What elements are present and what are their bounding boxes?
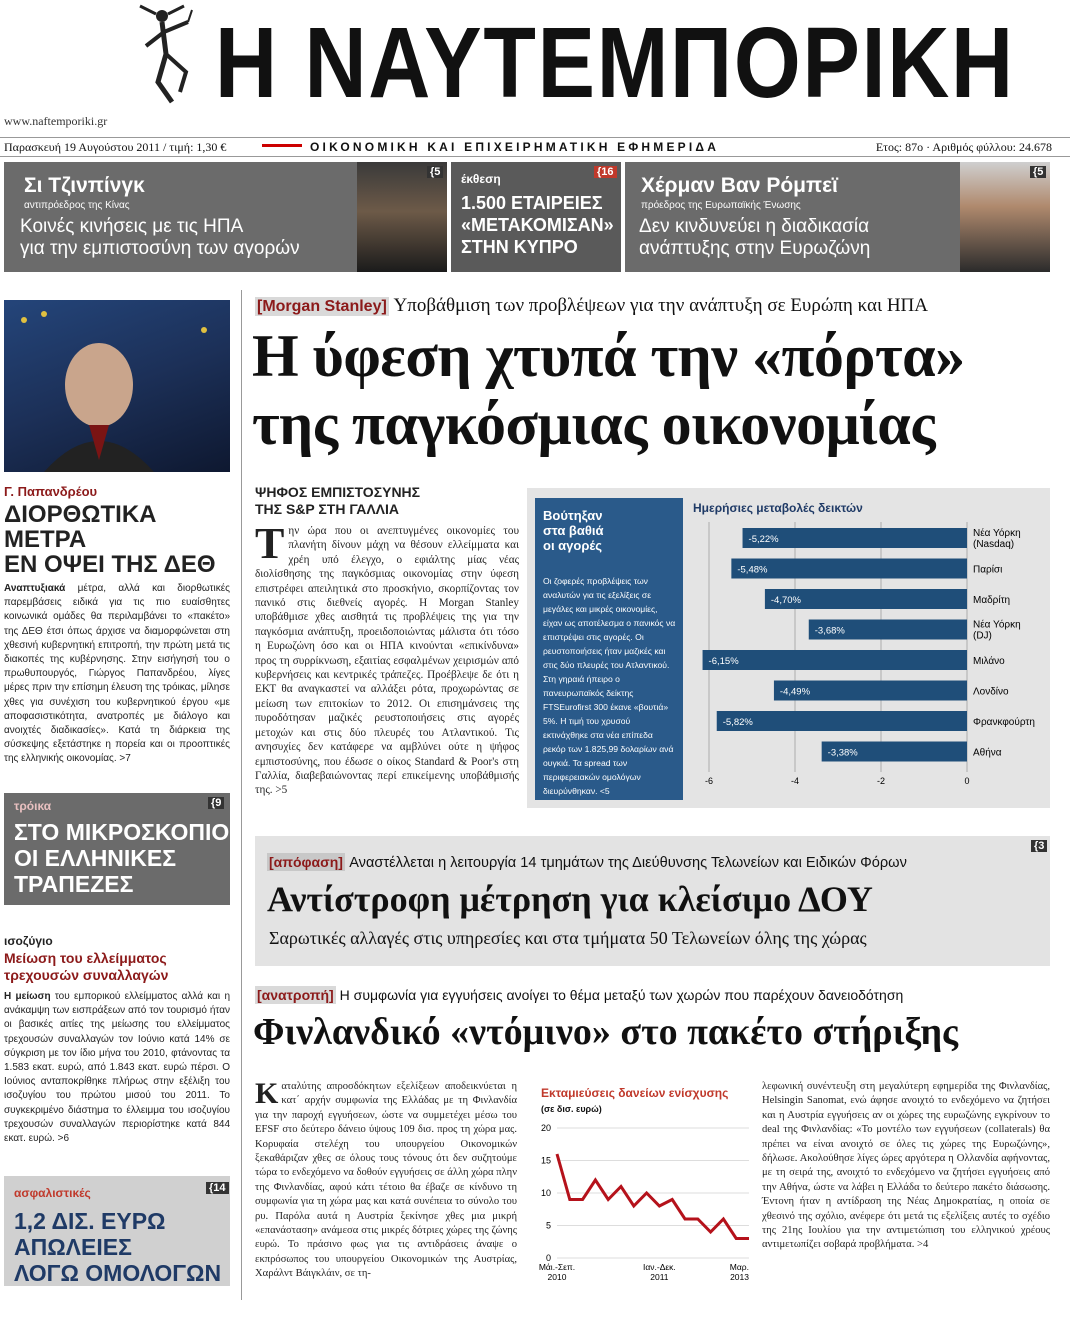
page-badge: {16 xyxy=(594,166,617,178)
bar xyxy=(703,650,967,670)
deck-text: Αναστέλλεται η λειτουργία 14 τμημάτων της Διεύθυνσης Τελωνείων και Ειδικών Φόρων xyxy=(349,855,907,871)
box-headline xyxy=(14,819,229,897)
hermes-logo-icon xyxy=(128,2,208,110)
series-line xyxy=(557,1154,749,1239)
x-tick-label: 2010 xyxy=(547,1272,567,1282)
line-chart xyxy=(527,1120,757,1290)
teaser-kicker: έκθεση xyxy=(461,172,501,186)
subhead-line: ΤΗΣ S&P ΣΤΗ ΓΑΛΛΙΑ xyxy=(255,501,400,517)
headline-line: Μείωση του ελλείμματος xyxy=(4,950,167,966)
page-badge: {9 xyxy=(208,797,224,809)
x-tick-label: 0 xyxy=(964,776,970,786)
balance-body xyxy=(4,990,230,1146)
category-label: Μιλάνο xyxy=(973,656,1005,667)
dou-deck xyxy=(267,852,907,872)
xi-photo xyxy=(357,162,447,272)
bar xyxy=(717,711,967,731)
left-story-headline xyxy=(4,502,216,577)
teaser-role: αντιπρόεδρος της Κίνας xyxy=(24,200,130,211)
headline-line: ΛΟΓΩ ΟΜΟΛΟΓΩΝ xyxy=(14,1260,222,1286)
teaser-line: ανάπτυξης στην Ευρωζώνη xyxy=(639,238,871,259)
bar-value-label: -5,48% xyxy=(737,564,768,576)
category-label: Φρανκφούρτη xyxy=(973,717,1035,728)
red-accent xyxy=(262,144,302,147)
finland-col1 xyxy=(255,1077,517,1282)
insurance-box[interactable] xyxy=(4,1176,230,1286)
subhead-line: ΨΗΦΟΣ ΕΜΠΙΣΤΟΣΥΝΗΣ xyxy=(255,484,421,500)
headline-line: ΜΕΤΡΑ xyxy=(4,526,87,553)
category-label: Νέα Υόρκη xyxy=(973,528,1021,539)
sidebar-title xyxy=(543,508,604,553)
info-bar xyxy=(0,137,1070,157)
body-text: του εμπορικού ελλείμματος αλλά και η ανάκαμψη των εισπράξεων από τον τουρισμό ήταν οι βασικές αιτίες της μείωσης του ελλείμματος τρεχουσών συναλλαγών τον Ιούνιο κατά 14% σε σύγκριση με τον ίδιο μήνα του 2010, φτάνοντας τα 1.583 εκατ. ευρώ, από 1.843 εκατ. ευρώ πέρσι. Ο Ιούνιος ανταποκρίθηκε πλήρως στην εξέλιξη του ισοζυγίου του πρώτου μισού του 2011. Το συγκεκριμένο διάστημα το έλλειμμα του ισοζυγίου τρεχουσών συναλλαγών περιορίστηκε κατά 844 εκατ. ευρώ. >6 xyxy=(4,991,230,1145)
y-tick-label: 15 xyxy=(540,1155,551,1166)
category-label: (DJ) xyxy=(973,630,992,642)
bar-value-label: -6,15% xyxy=(708,656,739,667)
loans-chart-box xyxy=(527,1080,757,1290)
markets-chart-box xyxy=(527,488,1050,808)
line-chart-title: Εκταμιεύσεις δανείων ενίσχυσης xyxy=(541,1086,729,1100)
finland-kicker: [ανατροπή] xyxy=(257,987,334,1003)
teaser-line: 1.500 ΕΤΑΙΡΕΙΕΣ xyxy=(461,193,603,213)
category-label: (Nasdaq) xyxy=(973,539,1015,550)
dou-kicker: [απόφαση] xyxy=(269,854,343,870)
main-deck xyxy=(255,295,928,317)
headline-line: 1,2 ΔΙΣ. ΕΥΡΩ xyxy=(14,1208,166,1234)
dropcap: Τ xyxy=(255,519,285,568)
deck-text: Υποβάθμιση των προβλέψεων για την ανάπτυξη σε Ευρώπη και ΗΠΑ xyxy=(393,295,928,316)
issue-number: Ετος: 87ο · Αριθμός φύλλου: 24.678 xyxy=(875,140,1052,154)
headline-line: της παγκόσμιας οικονομίας xyxy=(252,391,936,457)
headline-line: ΟΙ ΕΛΛΗΝΙΚΕΣ xyxy=(14,845,177,871)
newspaper-title: Η ΝΑΥΤΕΜΠΟΡΙΚΗ xyxy=(215,7,1015,119)
troika-box[interactable] xyxy=(4,793,230,905)
bar-value-label: -5,22% xyxy=(748,534,779,545)
main-kicker: [Morgan Stanley] xyxy=(257,298,387,315)
page-badge: {14 xyxy=(206,1182,229,1194)
headline-line: ΕΝ ΟΨΕΙ ΤΗΣ ΔΕΘ xyxy=(4,551,216,578)
x-tick-label: Μάι.-Σεπ. xyxy=(538,1262,576,1272)
box-kicker: τρόικα xyxy=(14,799,52,813)
line-chart-ylabel: (σε δισ. ευρώ) xyxy=(541,1104,602,1114)
category-label: Μαδρίτη xyxy=(973,595,1011,606)
main-subhead xyxy=(255,484,420,518)
teaser-role: πρόεδρος της Ευρωπαϊκής Ένωσης xyxy=(641,200,801,211)
y-tick-label: 0 xyxy=(545,1253,551,1263)
page-badge: {3 xyxy=(1031,840,1047,852)
teaser-line: για την εμπιστοσύνη των αγορών xyxy=(20,238,300,259)
category-label: Παρίσι xyxy=(973,564,1003,576)
headline-line: ΑΠΩΛΕΙΕΣ xyxy=(14,1234,132,1260)
bar-value-label: -4,70% xyxy=(770,595,802,606)
deck-text: Η συμφωνία για εγγυήσεις ανοίγει το θέμα μεταξύ των χωρών που παρέχουν δανειοδότηση xyxy=(339,987,904,1003)
main-body xyxy=(255,519,519,798)
x-tick-label: Μαρ. xyxy=(729,1262,749,1272)
lead-word: Η μείωση xyxy=(4,991,51,1002)
x-tick-label: Ιαν.-Δεκ. xyxy=(643,1262,676,1272)
lead-word: Αναπτυξιακά xyxy=(4,583,66,594)
balance-kicker: ισοζύγιο xyxy=(4,934,53,948)
teaser-name: Σι Τζινπίνγκ xyxy=(24,174,145,197)
body-text: ην ώρα που οι ανεπτυγμένες οικονομίες του πλανήτη δίνουν μάχη να θέσουν ελλείμματα και χρέη υπό έλεγχο, ο εφιάλτης μίας νέας διολίσθησης της παγκόσμιας οικονομίας στην ύφεση επιστρέφει απειλητικά στο προσκήνιο, σκορπίζοντας τον πανικό στις διεθνείς αγορές. Η Morgan Stanley υποβάθμισε χθες αισθητά τις προβλέψεις της για την παγκόσμια ανάπτυξη, προειδοποιώντας μάλιστα ότι τόσο η Ευρωζώνη όσο και οι ΗΠΑ κινούνται «επικίνδυνα» προς τη συρρίκνωση, εξαιτίας εσφαλμένων χειρισμών από κυβερνήσεις και κεντρικές τράπεζες. Προέβλεψε δε ότι η ΕΚΤ θα αναγκαστεί να αλλάξει ρότα, προχωρώντας σε μείωση των επιτοκίων το 2012. Οι επισημάνσεις της πυροδότησαν μαζικές ρευστοποιήσεις στις αγορές μετοχών και στις δύο πλευρές του Ατλαντικού. Τις ανησυχίες δεν κατάφερε να αμβλύνει ούτε η ψήφος εμπιστοσύνης, που έδωσε ο οίκος Standard & Poor's στη Γαλλία, διαβεβαιώνοντας περί επικείμενης υποβάθμισής της. >5 xyxy=(255,525,519,797)
y-tick-label: 10 xyxy=(540,1188,551,1198)
sidebar-text: Οι ζοφερές προβλέψεις των αναλυτών για τις εξελίξεις σε μεγάλες και μικρές οικονομίες, είχαν ως αποτέλεσμα ο πανικός να επιστρέψει στις αγορές. Οι ρευστοποιήσεις ήταν μαζικές και στις δύο πλευρές του Ατλαντικού. Στη γηραιά ήπειρο ο πανευρωπαϊκός δείκτης FTSEurofirst 300 έκανε «βουτιά» 5%. Η τιμή του χρυσού εκτινάχθηκε στα νέα επίπεδα ρεκόρ των 1.825,99 δολαρίων ανά ουγκιά. Τα spread των περιφερειακών ομολόγων διευρύνθηκαν. <5 xyxy=(543,576,676,796)
masthead xyxy=(0,0,1070,135)
teaser-xi[interactable] xyxy=(4,162,447,272)
category-label: Λονδίνο xyxy=(973,686,1009,698)
newspaper-subtitle: ΟΙΚΟΝΟΜΙΚΗ ΚΑΙ ΕΠΙΧΕΙΡΗΜΑΤΙΚΗ ΕΦΗΜΕΡΙΔΑ xyxy=(310,140,720,154)
teaser-line: ΣΤΗΝ ΚΥΠΡΟ xyxy=(461,237,578,257)
portrait-icon xyxy=(4,300,230,472)
headline-line: Η ύφεση χτυπά την «πόρτα» xyxy=(252,323,965,389)
finland-col3: λεφωνική συνέντευξη στη μεγαλύτερη εφημερίδα της Φινλανδίας, Helsingin Sanomat, ενώ άφησε ανοιχτό το ενδεχόμενο να ζητήσει και η Αυστρία εγγυήσεις αν οι χώρες της ευρωζώνης εγκρίνουν το deal της Φινλανδίας: «Το μοντέλο των εγγυήσεων (collaterals) θα πρέπει να είναι ανοιχτό σε όλες τις χώρες της Ευρωζώνης», δήλωσε. Ακολούθησε λίγες ώρες αργότερα η Ολλανδία αφήνοντας, με τη σειρά της, ανοιχτό το ενδεχόμενο να ζητήσει εγγυήσεις από την Αθήνα, ώστε να λάβει η Ελλάδα το δεύτερο πακέτο διάσωσης. Έντονη ήταν η αντίδραση της Νέας Δημοκρατίας, η οποία σε χθεσινό της σχόλιο, ανέφερε ότι μετά τις εξελίξεις αυτές το σχέδιο της 21ης Ιουλίου για την αντιμετώπιση του ελληνικού χρέους αντιμετωπίζει σοβαρά προβλήματα. >4 xyxy=(762,1081,1050,1251)
left-story-kicker: Γ. Παπανδρέου xyxy=(4,484,98,499)
bar-value-label: -3,68% xyxy=(814,625,845,637)
dou-headline: Αντίστροφη μέτρηση για κλείσιμο ΔΟΥ xyxy=(267,879,873,919)
teaser-line: Δεν κινδυνεύει η διαδικασία xyxy=(639,216,870,237)
x-tick-label: -2 xyxy=(876,776,886,786)
page-badge: {5 xyxy=(1030,166,1046,178)
finland-deck xyxy=(255,987,903,1005)
teaser-van-rompuy[interactable] xyxy=(625,162,1050,272)
title-line: οι αγορές xyxy=(543,538,602,553)
body-text: μέτρα, αλλά και διορθωτικές παρεμβάσεις ειδικά για τις πιο ευαίσθητες κοινωνικά ομάδες θα περιλαμβάνει το «πακέτο» της ΔΕΘ έτσι όπως άρχισε να διαμορφώνεται στη χθεσινή κυβερνητική επιτροπή, την πρώτη μετά τις διακοπές της κυβέρνησης. Στην εισήγησή του ο πρωθυπουργός, Γιώργος Παπανδρέου, λίγες μέρες πριν την επίσημη έλευση της τρόικας, μίλησε χθες για συνέχιση του κυβερνητικού έργου «με αποφασιστικότητα, ανατροπές με διάλογο και ανοιχτές διαδικασίες». Κατά τη διάρκεια της σύσκεψης εξετάστηκε η πορεία και οι προοπτικές της ελληνικής οικονομίας. >7 xyxy=(4,583,230,765)
headline-line: ΤΡΑΠΕΖΕΣ xyxy=(14,871,134,897)
teaser-line: «ΜΕΤΑΚΟΜΙΣΑΝ» xyxy=(461,215,614,235)
headline-line: τρεχουσών συναλλαγών xyxy=(4,967,169,983)
main-headline xyxy=(252,322,965,458)
bar-chart xyxy=(687,494,1047,804)
date-price: Παρασκευή 19 Αυγούστου 2011 / τιμή: 1,30 € xyxy=(4,140,227,154)
teaser-line: Κοινές κινήσεις με τις ΗΠΑ xyxy=(20,216,244,237)
papandreou-photo xyxy=(4,300,230,472)
x-tick-label: 2013 xyxy=(730,1272,749,1282)
chart-sidebar xyxy=(535,498,683,800)
y-tick-label: 5 xyxy=(545,1220,551,1231)
bar-value-label: -4,49% xyxy=(779,686,811,698)
bar-value-label: -3,38% xyxy=(827,747,858,759)
x-tick-label: -6 xyxy=(704,776,714,786)
headline-line: ΔΙΟΡΘΩΤΙΚΑ xyxy=(4,501,157,528)
bar-chart-title: Ημερήσιες μεταβολές δεικτών xyxy=(693,501,863,515)
dropcap: Κ xyxy=(255,1077,279,1110)
body-text: αταλύτης απροσδόκητων εξελίξεων αποδεικνύεται η κατ΄ αρχήν συμφωνία της Ελλάδας με τη Φινλανδία για την παροχή εγγυήσεων, ώστε να συμμετέχει μέσω του EFSF στο δεύτερο δάνειο ύψους 109 δισ. προς τη χώρα μας. Κορυφαία στελέχη του υπουργείου Οικονομικών ξεκαθάριζαν χθες σε όλους τους τόνους ότι δεν συζητούμε τώρα το ενδεχόμενο να δοθούν εγγυήσεις σε άλλη χώρα πλην της Φινλανδίας, αφού κάτι τέτοιο θα έβαζε σε κίνδυνο τη συμφωνία για τη χώρα μας και κατά συνέπεια το σύνολο του ρυ. Παρόλα αυτά η Αυστρία ξεκίνησε χθες μια μικρή «επανάσταση» ανάμεσα στις μικρές δότριες χώρες της ζώνης ευρώ. Το πράσινο φως για τις αντιδράσεις άναψε ο εκπρόσωπος του υπουργείου Οικονομικών της Αυστρίας, Χαράλντ Βάιγκλάιν, σε τη- xyxy=(255,1081,517,1280)
teaser-companies[interactable] xyxy=(451,162,621,272)
dou-sub: Σαρωτικές αλλαγές στις υπηρεσίες και στα τμήματα 50 Τελωνείων όλης της χώρας xyxy=(269,928,867,948)
website-url: www.naftemporiki.gr xyxy=(4,114,108,128)
column-rule xyxy=(241,290,242,1300)
title-line: στα βαθιά xyxy=(543,523,604,538)
headline-line: ΣΤΟ ΜΙΚΡΟΣΚΟΠΙΟ xyxy=(14,819,230,845)
title-line: Βούτηξαν xyxy=(543,508,603,523)
dou-story[interactable] xyxy=(255,836,1050,966)
bar-value-label: -5,82% xyxy=(722,717,753,728)
left-story-body xyxy=(4,582,230,767)
x-tick-label: 2011 xyxy=(650,1272,669,1282)
box-headline xyxy=(14,1208,221,1286)
van-rompuy-photo xyxy=(960,162,1050,272)
teaser-name: Χέρμαν Βαν Ρόμπεϊ xyxy=(641,174,838,197)
x-tick-label: -4 xyxy=(790,776,800,786)
category-label: Αθήνα xyxy=(973,747,1002,759)
balance-headline xyxy=(4,950,168,984)
y-tick-label: 20 xyxy=(540,1123,551,1133)
finland-headline: Φινλανδικό «ντόμινο» στο πακέτο στήριξης xyxy=(253,1011,959,1053)
box-kicker: ασφαλιστικές xyxy=(14,1186,91,1200)
page-badge: {5 xyxy=(427,166,443,178)
category-label: Νέα Υόρκη xyxy=(973,619,1021,631)
